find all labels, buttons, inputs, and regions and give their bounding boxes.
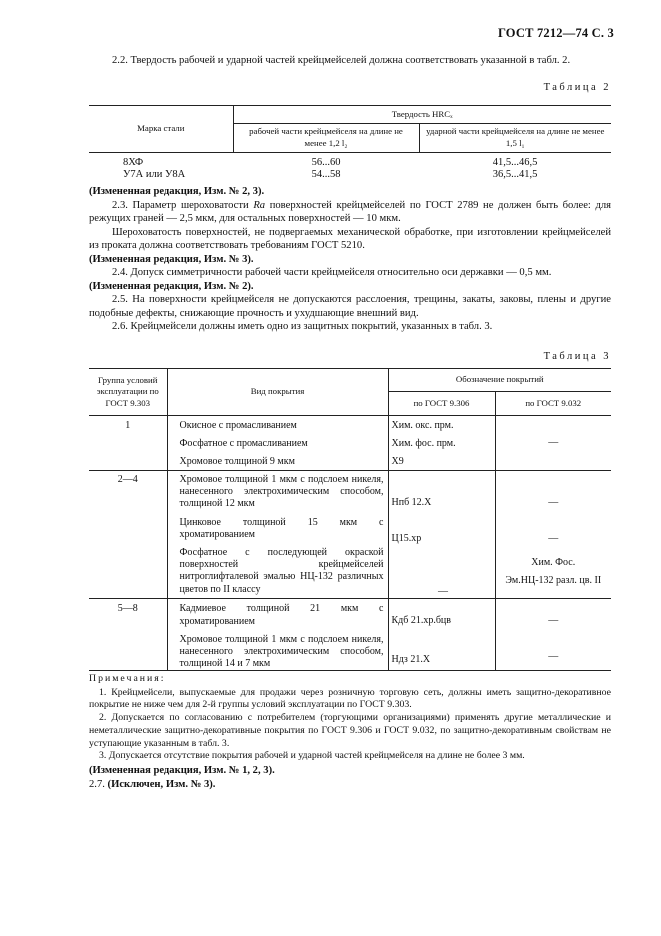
d9032-phos: Хим. Фос.: [531, 556, 576, 568]
edit-note-1-2-3: (Измененная редакция, Изм. № 1, 2, 3).: [89, 765, 275, 776]
table-2: [89, 105, 611, 182]
t2-steel-col: [89, 152, 233, 182]
p2-3a-post: поверхностей крейцмейселей по ГОСТ 2789 не должен быть более: для режущих граней — 2,5 мкм, для остальных поверхностей — 10 мкм.: [89, 199, 612, 225]
notes-title: Примечания:: [89, 673, 166, 684]
des-oxide: Хим. окс. прм.: [391, 420, 454, 431]
t3-group-2-9032: [495, 471, 611, 599]
t3-header-designation: Обозначение покрытий: [388, 369, 611, 392]
section-2-2: [89, 54, 611, 68]
t3-group-3-9306: [388, 599, 495, 671]
ra-symbol: Ra: [253, 199, 266, 211]
t3-group-1-covers: [167, 416, 388, 471]
t2-header-steel: Марка стали: [89, 106, 233, 153]
t3-group-2: 2—4: [89, 471, 167, 599]
t3-header-group: Группа условий эксплуатации по ГОСТ 9.303: [89, 369, 167, 416]
section-2-3-to-2-6: [89, 185, 611, 334]
des-ndz: Ндз 21.Х: [391, 654, 431, 666]
t3-header-type: Вид покрытия: [167, 369, 388, 416]
table2-caption: Таблица 2: [543, 82, 611, 93]
t3-group-1: 1: [89, 416, 167, 471]
t3-group-1-9032: —: [495, 416, 611, 471]
des-cadmium: Кдб 21.хр.бцв: [391, 615, 452, 627]
t2-header-working: рабочей части крейцмейселя на длине не менее 1,2 l₂: [233, 124, 419, 153]
cover-zinc: Цинковое толщиной 15 мкм с хроматированием: [179, 516, 384, 540]
t2-working-1: 56...60: [311, 156, 341, 168]
paragraph-2-3b: Шероховатость поверхностей, не подвергаемых механической обработке, при изготовлении крейцмейселей из проката должна соответствовать требованиям ГОСТ 5210.: [89, 226, 611, 252]
t3-group-2-covers: [167, 471, 388, 599]
d9032-enamel: Эм.НЦ-132 разл. цв. II: [505, 575, 602, 587]
t2-header-impact: ударной части крейцмейселя на длине не менее 1,5 l₁: [419, 124, 611, 153]
cover-chrome-nickel-12: Хромовое толщиной 1 мкм с подслоем никеля, нанесенного электрохимическим способом, толщиной 12 мкм: [179, 474, 384, 510]
paragraph-2-3a: [89, 199, 611, 226]
paragraph-2-5: 2.5. На поверхности крейцмейселя не допускаются расслоения, трещины, закаты, заковы, плены и другие подобные дефекты, снижающие прочность и ухудшающие внешний вид.: [89, 294, 611, 319]
t2-impact-col: [419, 152, 611, 182]
t3-header-9306: по ГОСТ 9.306: [388, 392, 495, 416]
t2-header-hardness: Твердость HRCₓ: [233, 106, 611, 124]
note-1: 1. Крейцмейсели, выпускаемые для продажи через розничную торговую сеть, должны иметь защитно-декоративное покрытие не ниже чем для 2-й группы условий эксплуатации по ГОСТ 9.303.: [89, 686, 611, 711]
t2-steel-1: 8ХФ: [123, 156, 144, 168]
t3-group-2-9306: [388, 471, 495, 599]
paragraph-2-2: 2.2. Твердость рабочей и ударной частей крейцмейселей должна соответствовать указанной в табл. 2.: [112, 55, 571, 66]
note-3: 3. Допускается отсутствие покрытия рабочей и ударной частей крейцмейселя на длине не более 3 мм.: [99, 750, 525, 762]
section-2-7: [89, 764, 611, 791]
p2-3a-pre: 2.3. Параметр шероховатости: [112, 199, 254, 211]
t2-impact-1: 41,5...46,5: [492, 156, 538, 168]
t3-group-3: 5—8: [89, 599, 167, 671]
t3-group-1-9306: [388, 416, 495, 471]
des-npb: Нпб 12.Х: [391, 497, 432, 508]
table3-notes: [89, 673, 611, 763]
paragraph-2-7: [89, 778, 611, 792]
edit-note-2: (Измененная редакция, Изм. № 2).: [89, 280, 254, 292]
d9032-zinc: —: [548, 532, 559, 544]
p2-7-text: (Исключен, Изм. № 3).: [107, 778, 216, 790]
d9032-ndz: —: [548, 651, 559, 663]
paragraph-2-6: 2.6. Крейцмейсели должны иметь одно из защитных покрытий, указанных в табл. 3.: [112, 321, 493, 333]
d9032-npb: —: [548, 497, 559, 508]
cover-oxide: Окисное с промасливанием: [179, 420, 297, 431]
t2-working-col: [233, 152, 419, 182]
table3-caption: Таблица 3: [543, 351, 611, 362]
cover-cadmium: Кадмиевое толщиной 21 мкм с хроматированием: [179, 603, 384, 627]
paragraph-2-4: 2.4. Допуск симметричности рабочей части крейцмейселя относительно оси державки — 0,5 мм.: [112, 267, 552, 279]
t2-impact-2: 36,5...41,5: [492, 169, 538, 181]
table-3: [89, 368, 611, 671]
d9032-cadmium: —: [548, 615, 559, 627]
page-header: ГОСТ 7212—74 С. 3: [497, 26, 614, 40]
des-zinc: Ц15.хр: [391, 532, 422, 544]
p2-7-num: 2.7.: [89, 778, 108, 790]
note-2: 2. Допускается по согласованию с потребителем (торгующими организациями) применять другие металлические и неметаллические защитно-декоративные покрытия по ГОСТ 9.306 и ГОСТ 9.032, по защитно-декоративным свойствам не уступающие указанным в табл. 3.: [89, 712, 611, 749]
t3-group-1-row: [89, 416, 611, 471]
t3-group-3-9032: [495, 599, 611, 671]
des-chrome-9: Х9: [391, 456, 404, 467]
cover-chrome-9: Хромовое толщиной 9 мкм: [179, 456, 295, 467]
t3-group-3-covers: [167, 599, 388, 671]
cover-phosphate: Фосфатное с промасливанием: [179, 438, 308, 449]
edit-note-3: (Измененная редакция, Изм. № 3).: [89, 253, 254, 265]
cover-chrome-nickel-14: Хромовое толщиной 1 мкм с подслоем никеля, нанесенного электрохимическим способом, толщиной 14 и 7 мкм: [179, 633, 384, 670]
t3-group-2-row: [89, 471, 611, 599]
edit-note-2-3: (Измененная редакция, Изм. № 2, 3).: [89, 186, 265, 197]
t3-header-9032: по ГОСТ 9.032: [495, 392, 611, 416]
t3-group-3-row: [89, 599, 611, 671]
des-phosphate: Хим. фос. прм.: [391, 438, 456, 449]
t2-working-2: 54...58: [311, 169, 341, 181]
des-paint-9306: —: [438, 585, 448, 597]
t2-steel-2: У7А или У8А: [123, 169, 186, 181]
cover-phosphate-paint: Фосфатное с последующей окраской поверхностей крейцмейселей нитроглифталевой эмалью НЦ-132 различных цветов по II классу: [179, 546, 384, 595]
